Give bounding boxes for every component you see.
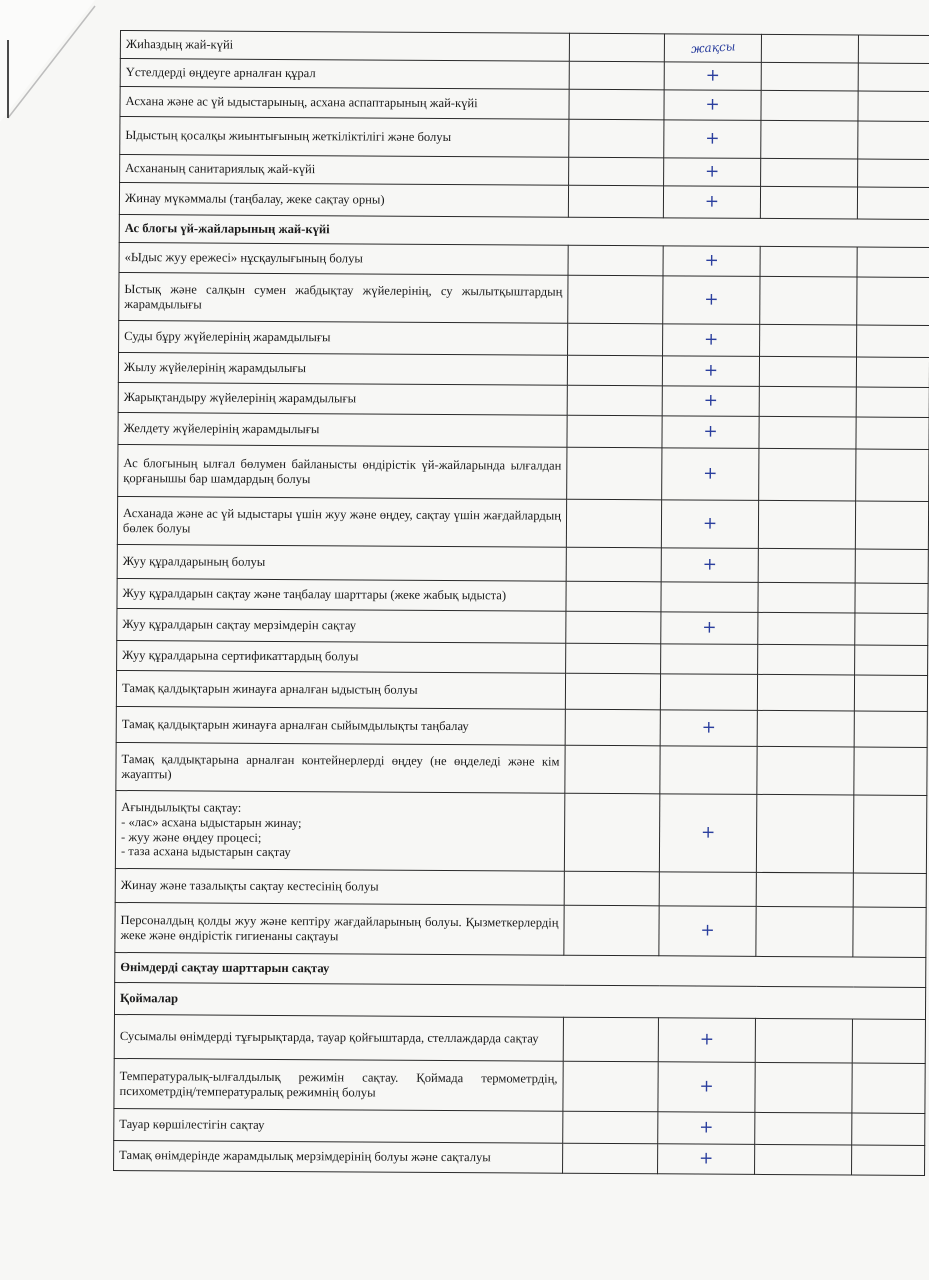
criterion-text: «Ыдыс жуу ережесі» нұсқаулығының болуы (119, 242, 568, 275)
answer-cell-1 (569, 157, 664, 186)
answer-cell-3 (758, 644, 855, 675)
answer-cell-2 (658, 1018, 755, 1063)
section-header-row (114, 982, 925, 1019)
criterion-text: Асханада және ас үй ыдыстары үшін жуу және өңдеу, сақтау үшін жағдайлардың бөлек болуы (117, 496, 566, 547)
checklist-row (116, 670, 927, 711)
answer-cell-4 (855, 645, 928, 675)
answer-cell-3 (760, 186, 857, 219)
checklist-sheet (113, 30, 876, 1176)
answer-cell-1 (568, 185, 663, 218)
answer-cell-1 (565, 745, 660, 794)
answer-cell-3 (755, 1144, 852, 1175)
handwritten-mark: + (700, 920, 715, 941)
answer-cell-2 (661, 644, 758, 675)
answer-cell-1 (565, 709, 660, 746)
answer-cell-3 (759, 386, 856, 417)
handwritten-mark: + (702, 513, 718, 534)
answer-cell-2 (658, 1112, 755, 1145)
answer-cell-3 (757, 710, 854, 747)
answer-cell-1 (566, 547, 661, 582)
handwritten-mark: + (704, 161, 720, 182)
answer-cell-1 (566, 499, 661, 548)
answer-cell-3 (760, 246, 857, 277)
answer-cell-2 (659, 872, 756, 907)
handwritten-mark: + (704, 289, 719, 310)
answer-cell-2 (662, 416, 759, 449)
answer-cell-4 (854, 675, 927, 711)
criterion-text: Асхана және ас үй ыдыстарының, асхана аспаптарының жай-күйі (120, 87, 569, 120)
answer-cell-2 (662, 386, 759, 417)
answer-cell-4 (858, 159, 929, 187)
checklist-row (119, 242, 929, 277)
checklist-row (117, 544, 928, 583)
answer-cell-3 (761, 90, 858, 121)
criterion-text: Асхананың санитариялық жай-күйі (120, 155, 569, 186)
criterion-text: Жуу құралдарын сақтау және таңбалау шарттары (жеке жабық ыдыста) (117, 578, 566, 611)
answer-cell-1 (563, 1111, 658, 1144)
criterion-text: Жарықтандыру жүйелерінің жарамдылығы (118, 382, 567, 415)
checklist-row (118, 412, 929, 449)
handwritten-mark: жақсы (690, 39, 736, 57)
answer-cell-3 (757, 746, 854, 795)
checklist-row (120, 117, 929, 160)
handwritten-mark: + (704, 191, 720, 212)
answer-cell-2 (661, 612, 758, 645)
answer-cell-1 (563, 1143, 658, 1174)
checklist-row (114, 1058, 925, 1113)
answer-cell-2 (658, 1144, 755, 1175)
answer-cell-1 (564, 905, 659, 956)
criterion-text: Жуу құралдарының болуы (117, 544, 566, 581)
checklist-row (118, 352, 929, 387)
criterion-text: Желдету жүйелерінің жарамдылығы (118, 412, 567, 447)
criterion-text: Ыдыстың қосалқы жиынтығының жеткіліктілігі және болуы (120, 117, 569, 158)
answer-cell-4 (852, 1019, 925, 1063)
criterion-text: Жинау және тазалықты сақтау кестесінің болуы (115, 868, 564, 905)
answer-cell-4 (858, 121, 929, 159)
answer-cell-1 (563, 1017, 658, 1062)
answer-cell-3 (761, 62, 858, 91)
answer-cell-1 (569, 119, 664, 158)
answer-cell-1 (563, 1061, 658, 1112)
answer-cell-2 (664, 90, 761, 121)
checklist-row (120, 87, 929, 122)
answer-cell-1 (568, 323, 663, 356)
answer-cell-1 (569, 89, 664, 120)
answer-cell-4 (855, 501, 928, 549)
answer-cell-4 (853, 795, 926, 873)
handwritten-mark: + (703, 360, 719, 381)
checklist-row (118, 444, 929, 501)
answer-cell-4 (857, 325, 929, 357)
handwritten-mark: + (705, 128, 720, 149)
answer-cell-4 (858, 35, 929, 63)
answer-cell-3 (760, 276, 857, 325)
handwritten-mark: + (705, 94, 720, 115)
answer-cell-4 (853, 907, 926, 957)
handwritten-mark: + (701, 717, 716, 738)
answer-cell-1 (566, 581, 661, 612)
answer-cell-3 (761, 120, 858, 159)
answer-cell-3 (755, 1018, 852, 1063)
answer-cell-1 (567, 415, 662, 448)
answer-cell-4 (856, 417, 929, 449)
answer-cell-4 (856, 387, 929, 417)
answer-cell-2 (658, 1062, 755, 1113)
criterion-text: Тауар көршілестігін сақтау (114, 1108, 563, 1143)
checklist-row (117, 640, 928, 675)
answer-cell-3 (759, 448, 856, 501)
criterion-text: Тамақ қалдықтарына арналған контейнерлерді өңдеу (не өңделеді және кім жауапты) (116, 742, 565, 793)
section-title: Ас блогы үй-жайларының жай-күйі (119, 214, 929, 247)
answer-cell-1 (568, 245, 663, 276)
criterion-text: Жиһаздың жай-күйі (120, 31, 569, 62)
checklist-row (119, 272, 929, 325)
answer-cell-2 (661, 500, 758, 549)
handwritten-mark: + (703, 421, 718, 442)
checklist-row (114, 1108, 925, 1145)
answer-cell-2 (663, 276, 760, 325)
answer-cell-1 (568, 275, 663, 324)
handwritten-mark: + (703, 463, 718, 484)
answer-cell-3 (760, 324, 857, 357)
criterion-text: Жинау мүкәммалы (таңбалау, жеке сақтау орны) (119, 183, 568, 218)
answer-cell-4 (857, 187, 929, 219)
answer-cell-1 (567, 355, 662, 386)
answer-cell-2 (664, 158, 761, 187)
answer-cell-1 (565, 673, 660, 710)
criterion-text: Суды бұру жүйелерінің жарамдылығы (119, 320, 568, 355)
checklist-row (115, 790, 926, 873)
answer-cell-2 (663, 186, 760, 219)
answer-cell-3 (756, 872, 853, 907)
answer-cell-2 (662, 448, 759, 501)
checklist-row (114, 1014, 925, 1063)
answer-cell-4 (855, 613, 928, 645)
checklist-row (114, 1140, 925, 1175)
checklist-row (119, 183, 929, 220)
answer-cell-2 (663, 246, 760, 277)
criterion-text: Ыстық және салқын сумен жабдықтау жүйелерінің, су жылытқыштардың жарамдылығы (119, 272, 568, 323)
answer-cell-2 (660, 746, 757, 795)
section-header-row (115, 952, 926, 987)
criterion-text: Жуу құралдарына сертификаттардың болуы (117, 640, 566, 673)
criterion-text: Ас блогының ылғал бөлумен байланысты өндірістік үй-жайларында ылғалдан қорғанышы бар шамдардың болуы (118, 444, 567, 499)
handwritten-mark: + (705, 65, 720, 86)
answer-cell-1 (564, 871, 659, 906)
answer-cell-3 (756, 794, 853, 873)
checklist-rows (114, 31, 929, 1176)
answer-cell-2 (664, 120, 761, 159)
answer-cell-4 (853, 873, 926, 907)
answer-cell-2 (664, 62, 761, 91)
answer-cell-4 (854, 747, 927, 795)
answer-cell-1 (569, 33, 664, 62)
handwritten-mark: + (703, 329, 719, 350)
answer-cell-3 (755, 1062, 852, 1113)
criterion-text: Тамақ өнімдерінде жарамдылық мерзімдерінің болуы және сақталуы (114, 1140, 563, 1173)
answer-cell-3 (761, 158, 858, 187)
answer-cell-1 (564, 793, 659, 872)
handwritten-mark: + (698, 1148, 714, 1169)
criterion-text: Жылу жүйелерінің жарамдылығы (118, 352, 567, 385)
answer-cell-2 (663, 324, 760, 357)
criterion-text: Температуралық-ылғалдылық режимін сақтау. Қоймада термометрдің, психометрдің/температуралық режимнің болуы (114, 1058, 563, 1111)
answer-cell-4 (858, 91, 929, 121)
checklist-row (117, 578, 928, 613)
answer-cell-2 (661, 548, 758, 583)
answer-cell-2 (659, 906, 756, 957)
criterion-text: Тамақ қалдықтарын жинауға арналған ыдыстың болуы (116, 670, 565, 709)
answer-cell-1 (569, 61, 664, 90)
checklist-row (115, 868, 926, 907)
answer-cell-4 (856, 357, 929, 387)
checklist-row (117, 608, 928, 645)
criterion-text: Персоналдың қолды жуу және кептіру жағдайларының болуы. Қызметкерлердің жеке және өндірістік гигиенаны сақтауы (115, 902, 564, 955)
answer-cell-3 (759, 416, 856, 449)
answer-cell-4 (857, 247, 929, 277)
answer-cell-4 (857, 277, 929, 325)
answer-cell-3 (758, 582, 855, 613)
answer-cell-3 (757, 674, 854, 711)
handwritten-mark: + (699, 1076, 714, 1097)
page-corner-fold (0, 0, 100, 125)
answer-cell-4 (852, 1145, 925, 1175)
criterion-text: Сусымалы өнімдерді тұғырықтарда, тауар қойғыштарда, стеллаждарда сақтау (114, 1014, 563, 1061)
checklist-row (116, 742, 927, 795)
answer-cell-4 (856, 449, 929, 501)
handwritten-mark: + (704, 250, 719, 271)
handwritten-mark: + (703, 390, 718, 411)
answer-cell-2 (660, 674, 757, 711)
criterion-text: Үстелдерді өңдеуге арналған құрал (120, 59, 569, 90)
criterion-text: Ағындылықты сақтау: - «лас» асхана ыдыстарын жинау; - жуу және өңдеу процесі; - таза асхана ыдыстарын сақтау (115, 790, 564, 871)
answer-cell-1 (566, 611, 661, 644)
handwritten-mark: + (699, 1029, 715, 1050)
answer-cell-3 (758, 612, 855, 645)
checklist-table (113, 30, 929, 1176)
answer-cell-2 (664, 34, 761, 63)
checklist-row (116, 706, 927, 747)
answer-cell-1 (567, 447, 662, 500)
criterion-text: Жуу құралдарын сақтау мерзімдерін сақтау (117, 608, 566, 643)
answer-cell-2 (661, 582, 758, 613)
answer-cell-4 (852, 1063, 925, 1113)
answer-cell-4 (858, 63, 929, 91)
handwritten-mark: + (700, 822, 716, 843)
answer-cell-3 (759, 356, 856, 387)
answer-cell-1 (567, 385, 662, 416)
answer-cell-2 (660, 710, 757, 747)
checklist-row (117, 496, 928, 549)
answer-cell-3 (761, 34, 858, 63)
answer-cell-2 (659, 794, 756, 873)
answer-cell-4 (855, 549, 928, 583)
answer-cell-3 (758, 548, 855, 583)
answer-cell-4 (854, 711, 927, 747)
section-title: Қоймалар (114, 982, 925, 1019)
section-title: Өнімдерді сақтау шарттарын сақтау (115, 952, 926, 987)
checklist-row (118, 382, 929, 417)
answer-cell-3 (758, 500, 855, 549)
checklist-row (115, 902, 926, 957)
handwritten-mark: + (699, 1117, 714, 1138)
checklist-row (119, 320, 929, 357)
criterion-text: Тамақ қалдықтарын жинауға арналған сыйымдылықты таңбалау (116, 706, 565, 745)
answer-cell-1 (566, 643, 661, 674)
answer-cell-4 (852, 1113, 925, 1145)
answer-cell-4 (855, 583, 928, 613)
handwritten-mark: + (702, 617, 717, 638)
answer-cell-3 (755, 1112, 852, 1145)
answer-cell-3 (756, 906, 853, 957)
answer-cell-2 (662, 356, 759, 387)
handwritten-mark: + (702, 554, 717, 575)
